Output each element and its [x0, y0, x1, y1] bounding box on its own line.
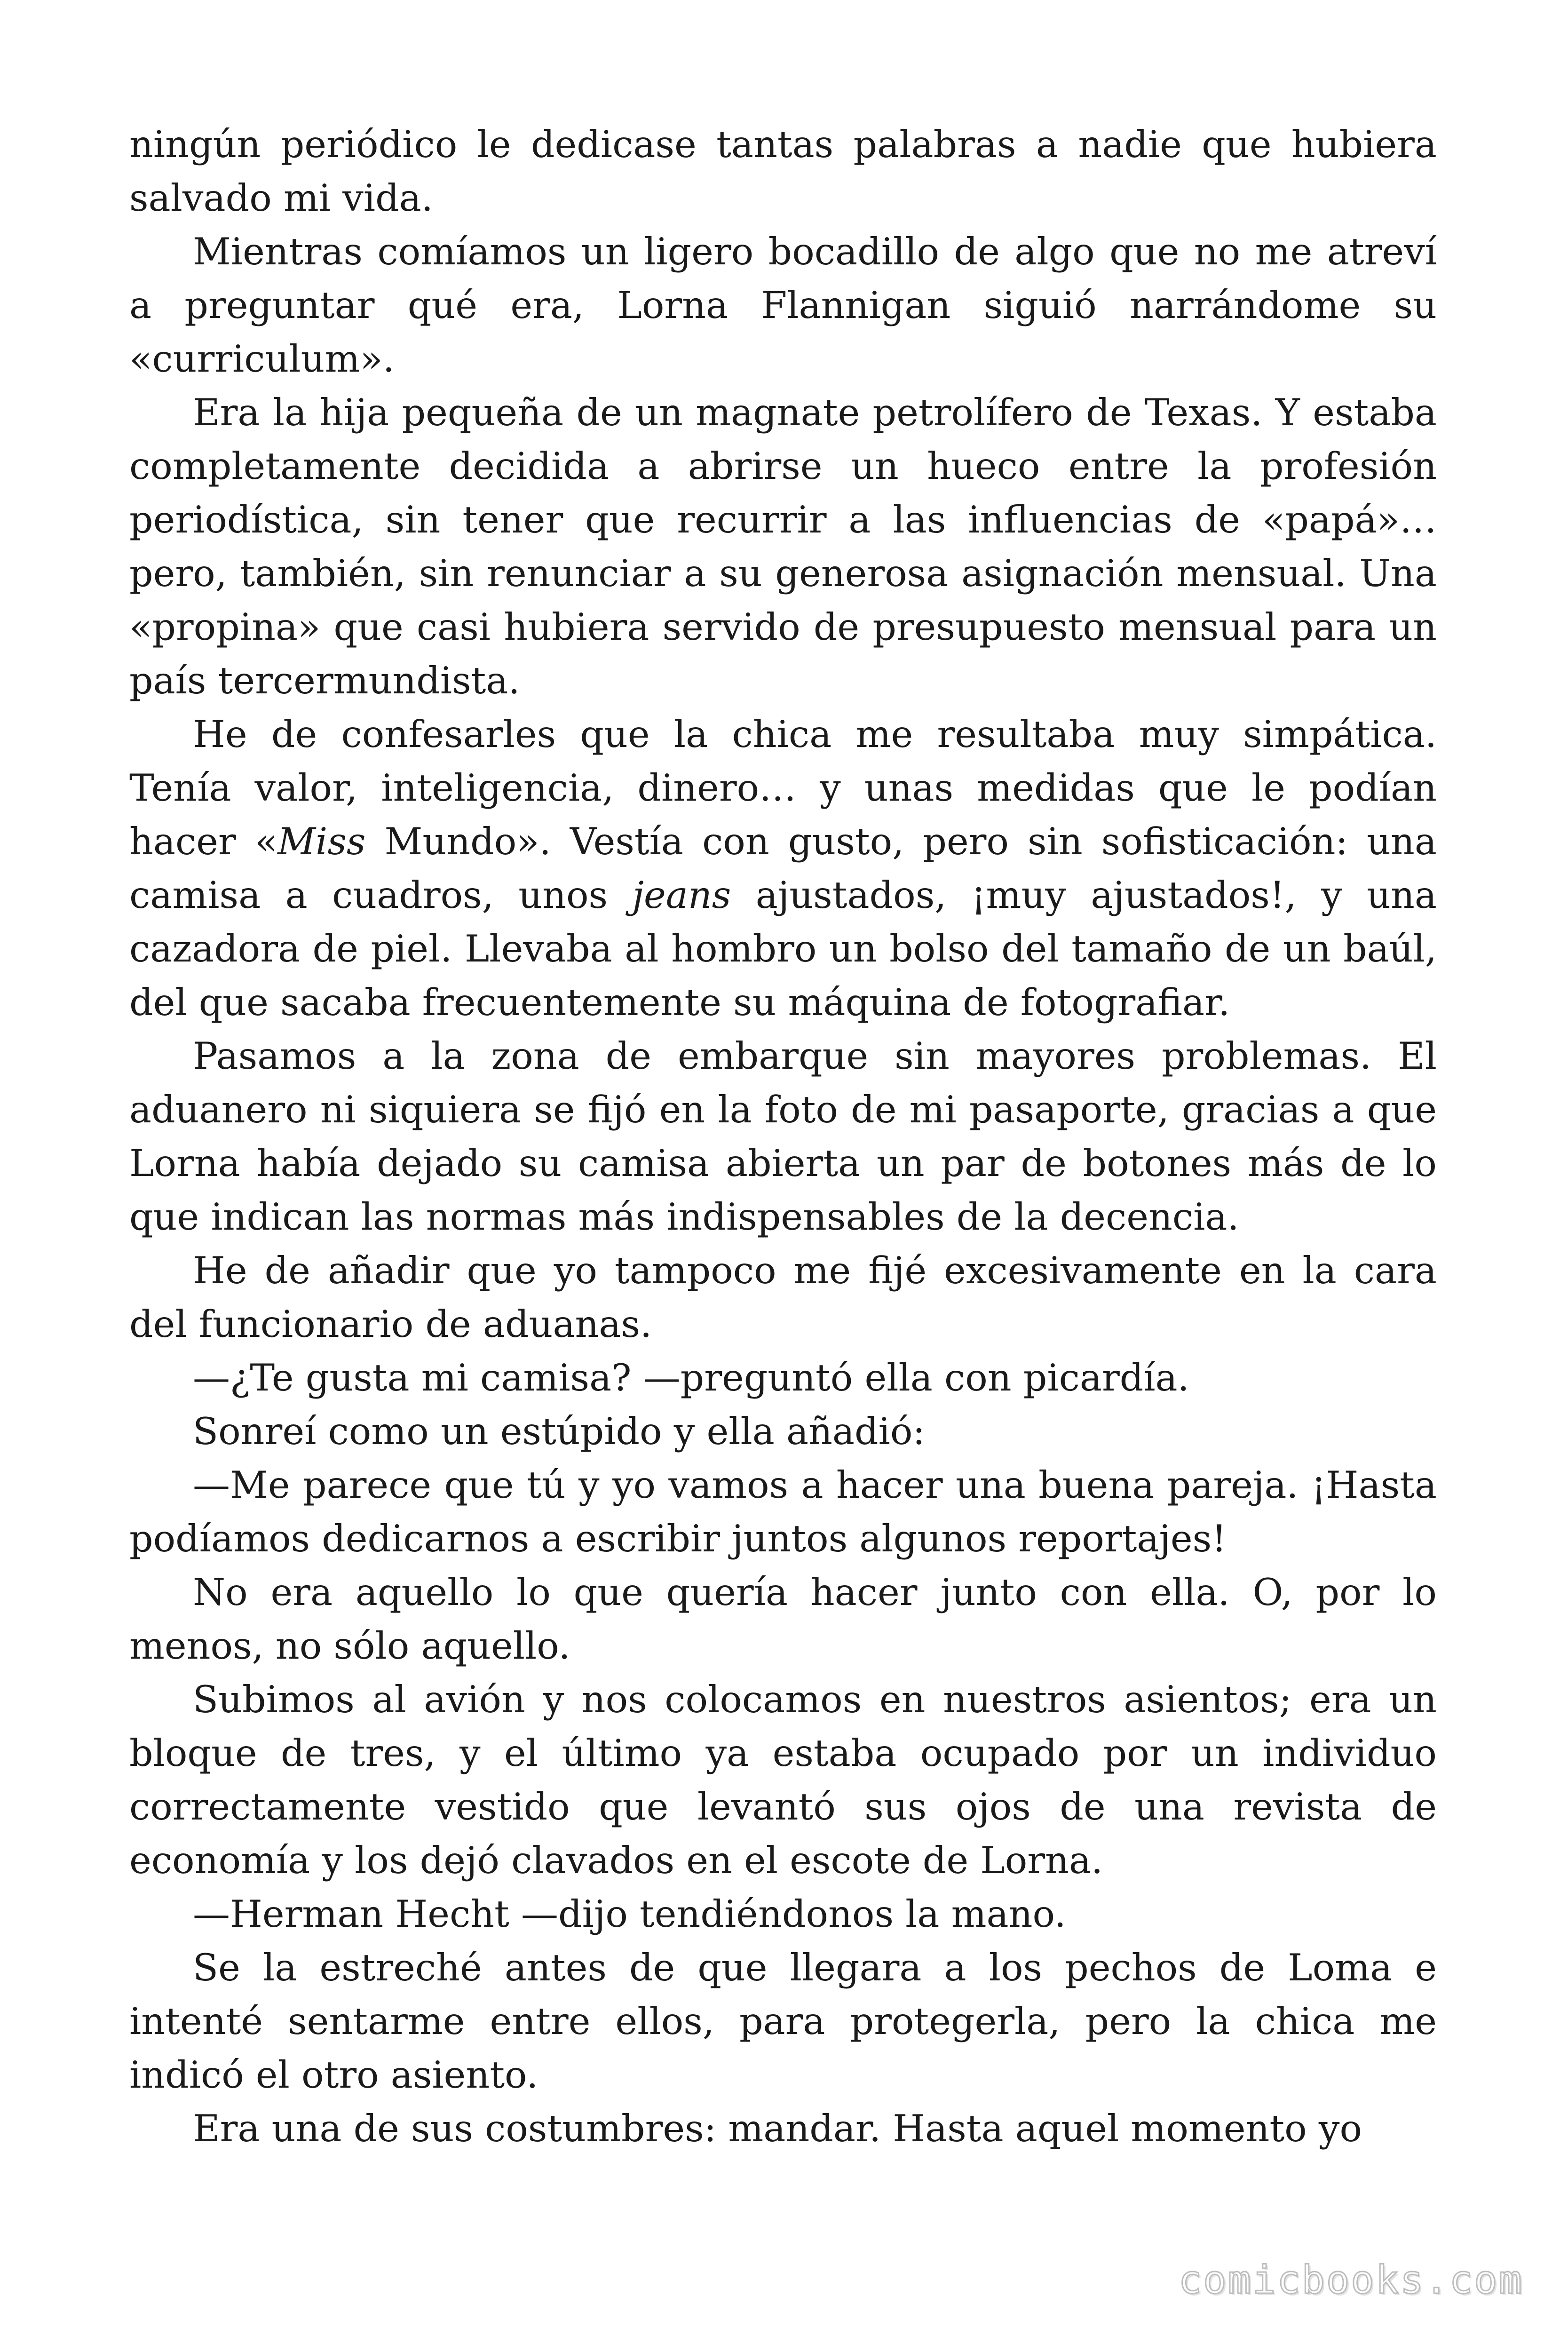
italic-miss: Miss: [277, 820, 366, 863]
paragraph-8: Sonreí como un estúpido y ella añadió:: [193, 1410, 926, 1453]
paragraph-5: Pasamos a la zona de embarque sin mayores problemas. El aduanero ni siquiera se fijó en la foto de mi pasaporte, gracias a que Lorna había dejado su camisa abierta un par de botones más de lo que indican las normas más indispensables de la decencia.: [129, 1034, 1437, 1239]
paragraph-1: ningún periódico le dedicase tantas palabras a nadie que hubiera salvado mi vida.: [129, 123, 1437, 220]
body-text: [129, 118, 1437, 2155]
paragraph-6: He de añadir que yo tampoco me fijé excesivamente en la cara del funcionario de aduanas.: [129, 1249, 1437, 1346]
paragraph-4: [129, 707, 1437, 1029]
paragraph-2: Mientras comíamos un ligero bocadillo de algo que no me atreví a preguntar qué era, Lorna Flannigan siguió narrándome su «curriculum».: [129, 230, 1437, 381]
watermark-text: comicbooks.com: [1178, 2258, 1523, 2303]
paragraph-3: Era la hija pequeña de un magnate petrolífero de Texas. Y estaba completamente decidida a abrirse un hueco entre la profesión periodística, sin tener que recurrir a las influencias de «papá»… pero, también, sin renunciar a su generosa asignación mensual. Una «propina» que casi hubiera servido de presupuesto mensual para un país tercermundista.: [129, 391, 1437, 702]
paragraph-11: Subimos al avión y nos colocamos en nuestros asientos; era un bloque de tres, y el último ya estaba ocupado por un individuo correctamente vestido que levantó sus ojos de una revista de economía y los dejó clavados en el escote de Lorna.: [129, 1678, 1437, 1882]
paragraph-13: Se la estreché antes de que llegara a los pechos de Loma e intenté sentarme entre ellos, para protegerla, pero la chica me indicó el otro asiento.: [129, 1946, 1437, 2097]
paragraph-12: —Herman Hecht —dijo tendiéndonos la mano.: [193, 1892, 1066, 1936]
italic-jeans: jeans: [632, 874, 731, 917]
paragraph-4-part-1: He de confesarles que la chica me resultaba muy simpática. Tenía valor, inteligencia, dinero… y unas medidas que le podían hacer «: [129, 713, 1437, 863]
paragraph-10: No era aquello lo que quería hacer junto con ella. O, por lo menos, no sólo aquello.: [129, 1571, 1437, 1668]
paragraph-4-part-2: Mundo». Vestía con gusto, pero sin sofisticación: una camisa a cuadros, unos: [129, 820, 1437, 917]
paragraph-14: Era una de sus costumbres: mandar. Hasta aquel momento yo: [193, 2107, 1362, 2150]
paragraph-4-part-3: ajustados, ¡muy ajustados!, y una cazadora de piel. Llevaba al hombro un bolso del tamaño de un baúl, del que sacaba frecuentemente su máquina de fotografiar.: [129, 874, 1437, 1024]
paragraph-9: —Me parece que tú y yo vamos a hacer una buena pareja. ¡Hasta podíamos dedicarnos a escribir juntos algunos reportajes!: [129, 1463, 1437, 1560]
paragraph-7: —¿Te gusta mi camisa? —preguntó ella con picardía.: [193, 1356, 1189, 1399]
